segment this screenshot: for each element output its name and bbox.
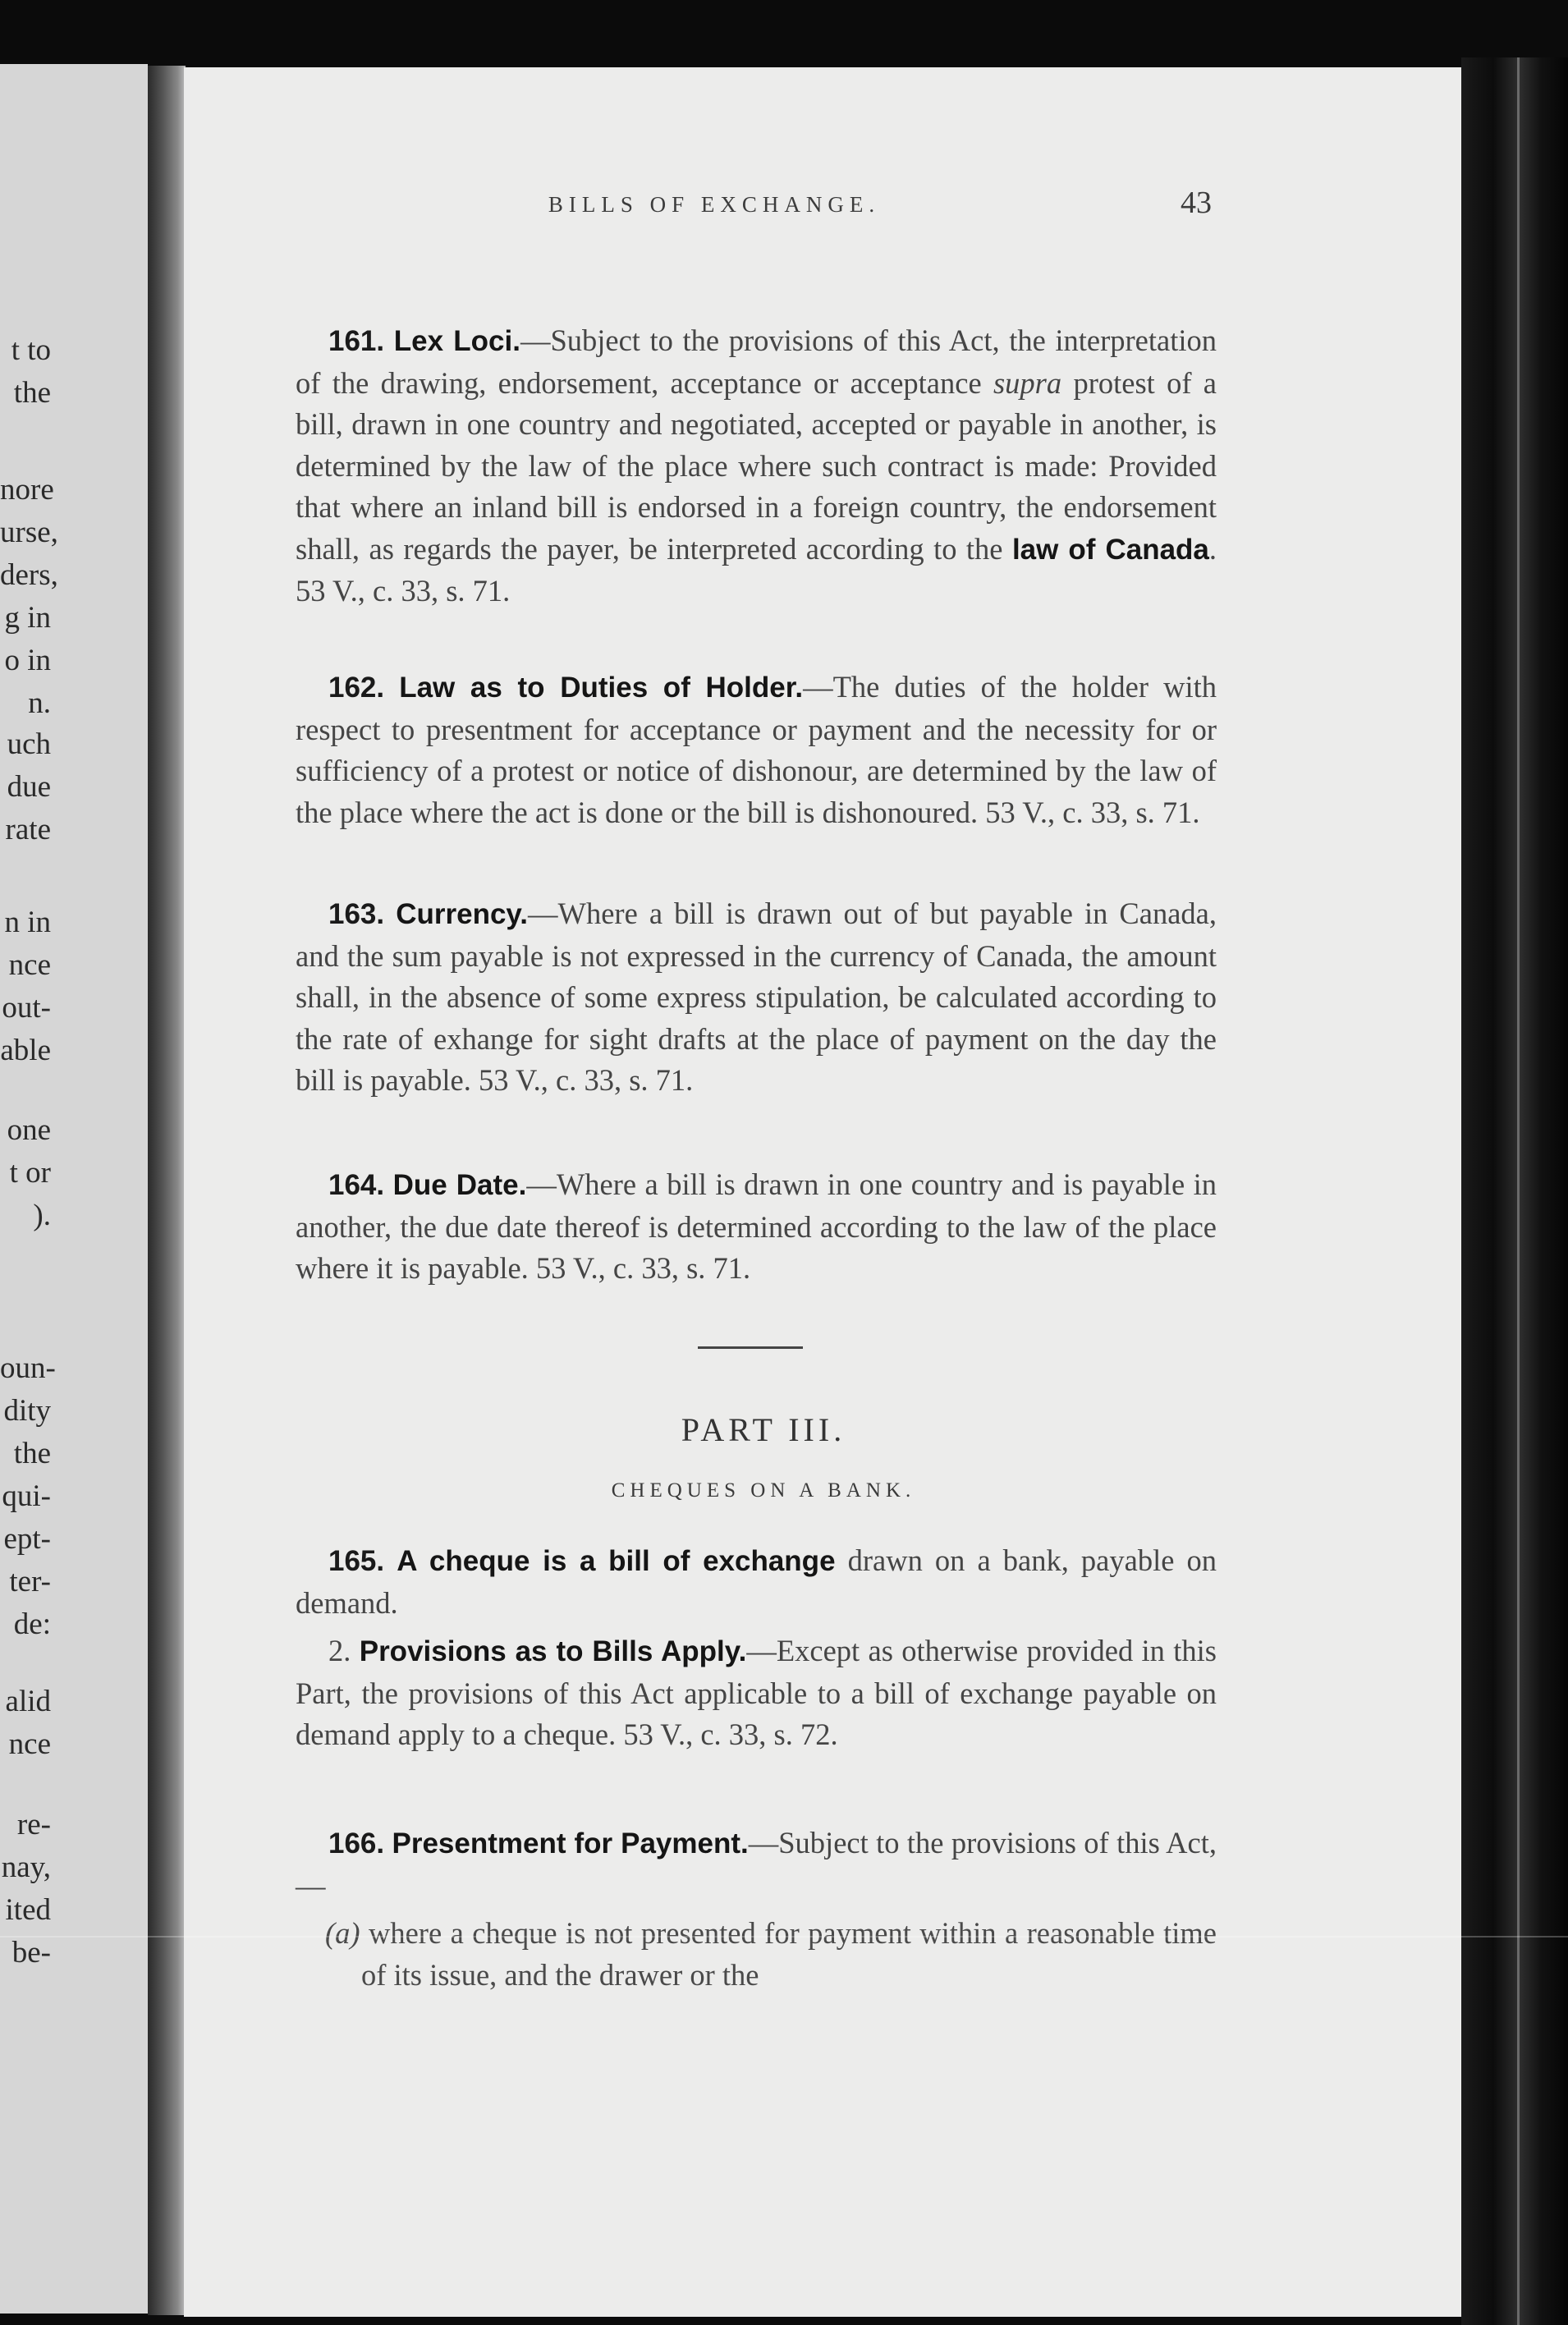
left-page-fragment: uch bbox=[7, 727, 51, 761]
page-number: 43 bbox=[1181, 186, 1212, 220]
left-page-fragment: t to bbox=[11, 333, 51, 367]
section-number: 162. bbox=[328, 672, 385, 704]
left-page-fragment: be- bbox=[11, 1936, 51, 1970]
left-page-fragment: nay, bbox=[1, 1850, 51, 1884]
edge-line bbox=[1517, 57, 1520, 2325]
left-page-fragment: ). bbox=[33, 1199, 51, 1232]
section-number: 161. bbox=[328, 325, 385, 357]
section-heading: Due Date. bbox=[392, 1169, 527, 1201]
left-page-fragment: the bbox=[13, 1437, 51, 1470]
subsection-number: 2. bbox=[328, 1634, 351, 1667]
left-page-fragment: rate bbox=[5, 813, 51, 846]
left-page-fragment: dity bbox=[3, 1394, 51, 1428]
left-page-fragment: nce bbox=[8, 948, 51, 982]
section-162 bbox=[296, 667, 1217, 833]
left-page-fragment: qui- bbox=[2, 1479, 51, 1513]
left-page-fragment: due bbox=[7, 770, 51, 804]
left-page-fragment: nore bbox=[0, 473, 54, 507]
left-page-fragment: urse, bbox=[0, 516, 58, 549]
clause-text: where a cheque is not presented for payment within a reasonable time of its issue, and the drawer or the bbox=[360, 1916, 1217, 1992]
left-page-fragment: de: bbox=[13, 1607, 51, 1641]
left-page-fragment: g in bbox=[4, 601, 51, 635]
section-text: drawn on a bank, payable on demand. bbox=[296, 1543, 1217, 1620]
left-page-fragment: n. bbox=[28, 686, 51, 720]
section-text: protest of a bill, drawn in one country and negotiated, accepted or payable in another, is determined by the law of the place where such contract is made: Provided that where an inland bill is endorsed in a foreign country, the endorsement shall, as regards the payer, be interpreted according to the bbox=[296, 365, 1217, 566]
section-text: —Subject to the provisions of this Act,— bbox=[296, 1826, 1217, 1902]
section-text: —Where a bill is drawn out of but payable in Canada, and the sum payable is not expressed in the currency of Canada, the amount shall, in the absence of some express stipulation, be calculated according to the rate of exhange for sight drafts at the place of payment on the day the bill is payable. 53 V., c. 33, s. 71. bbox=[296, 897, 1217, 1097]
section-heading: Presentment for Payment. bbox=[392, 1827, 749, 1860]
bold-phrase: law of Canada bbox=[1011, 533, 1209, 566]
section-divider bbox=[698, 1346, 803, 1349]
section-165-2 bbox=[296, 1630, 1217, 1756]
left-page-fragment: ept- bbox=[3, 1522, 51, 1556]
clause-label: (a) bbox=[325, 1916, 360, 1950]
running-head: BILLS OF EXCHANGE. bbox=[548, 192, 881, 217]
section-163 bbox=[296, 893, 1217, 1102]
left-page-fragment: one bbox=[7, 1113, 51, 1147]
section-text: —Except as otherwise provided in this Part, the provisions of this Act applicable to a bill of exchange payable on demand apply to a cheque. 53 V., c. 33, s. 72. bbox=[296, 1634, 1217, 1751]
section-number: 163. bbox=[328, 898, 385, 930]
section-heading: Currency. bbox=[396, 898, 529, 930]
section-text: —The duties of the holder with respect to presentment for acceptance or payment and the necessity for or sufficiency of a protest or notice of dishonour, are determined by the law of the place where the act is done or the bill is dishonoured. 53 V., c. 33, s. 71. bbox=[296, 670, 1217, 829]
left-page-fragment: oun- bbox=[0, 1351, 56, 1385]
part-subtitle: CHEQUES ON A BANK. bbox=[611, 1479, 916, 1502]
left-page-fragment: out- bbox=[2, 991, 51, 1025]
left-page-fragment: alid bbox=[5, 1685, 51, 1718]
section-heading: Provisions as to Bills Apply. bbox=[359, 1635, 747, 1667]
left-page-fragment: nce bbox=[8, 1727, 51, 1761]
left-page-fragment: re- bbox=[16, 1808, 51, 1841]
left-page-fragment: t or bbox=[9, 1156, 51, 1190]
scan-artifact bbox=[0, 1936, 1568, 1938]
section-166 bbox=[296, 1823, 1217, 1906]
left-page-fragment: ited bbox=[5, 1893, 51, 1927]
book-gutter bbox=[148, 66, 186, 2315]
left-page-fragment: n in bbox=[4, 906, 51, 939]
left-page-fragment: ders, bbox=[0, 558, 58, 592]
section-number: 165. bbox=[328, 1545, 385, 1577]
section-161 bbox=[296, 320, 1217, 612]
previous-page-strip bbox=[0, 64, 148, 2314]
left-page-fragment: able bbox=[0, 1034, 51, 1067]
section-text: —Where a bill is drawn in one country and is payable in another, the due date thereof is determined according to the law of the place where it is payable. 53 V., c. 33, s. 71. bbox=[296, 1167, 1217, 1285]
clause-a bbox=[296, 1913, 1217, 1996]
section-text: —Subject to the provisions of this Act, the interpretation of the drawing, endorsement, acceptance or acceptance bbox=[296, 323, 1217, 400]
italic-term: supra bbox=[993, 365, 1062, 400]
section-reference: . 53 V., c. 33, s. 71. bbox=[296, 531, 1217, 608]
section-heading: Law as to Duties of Holder. bbox=[399, 672, 804, 704]
section-165 bbox=[296, 1540, 1217, 1624]
section-heading: A cheque is a bill of exchange bbox=[397, 1545, 836, 1577]
section-heading: Lex Loci. bbox=[393, 325, 520, 357]
left-page-fragment: the bbox=[13, 376, 51, 410]
section-number: 164. bbox=[328, 1169, 385, 1201]
section-number: 166. bbox=[328, 1827, 385, 1860]
page-edge bbox=[1461, 57, 1568, 2325]
left-page-fragment: ter- bbox=[9, 1565, 51, 1598]
section-164 bbox=[296, 1164, 1217, 1290]
part-title: PART III. bbox=[681, 1411, 846, 1448]
left-page-fragment: o in bbox=[4, 644, 51, 677]
